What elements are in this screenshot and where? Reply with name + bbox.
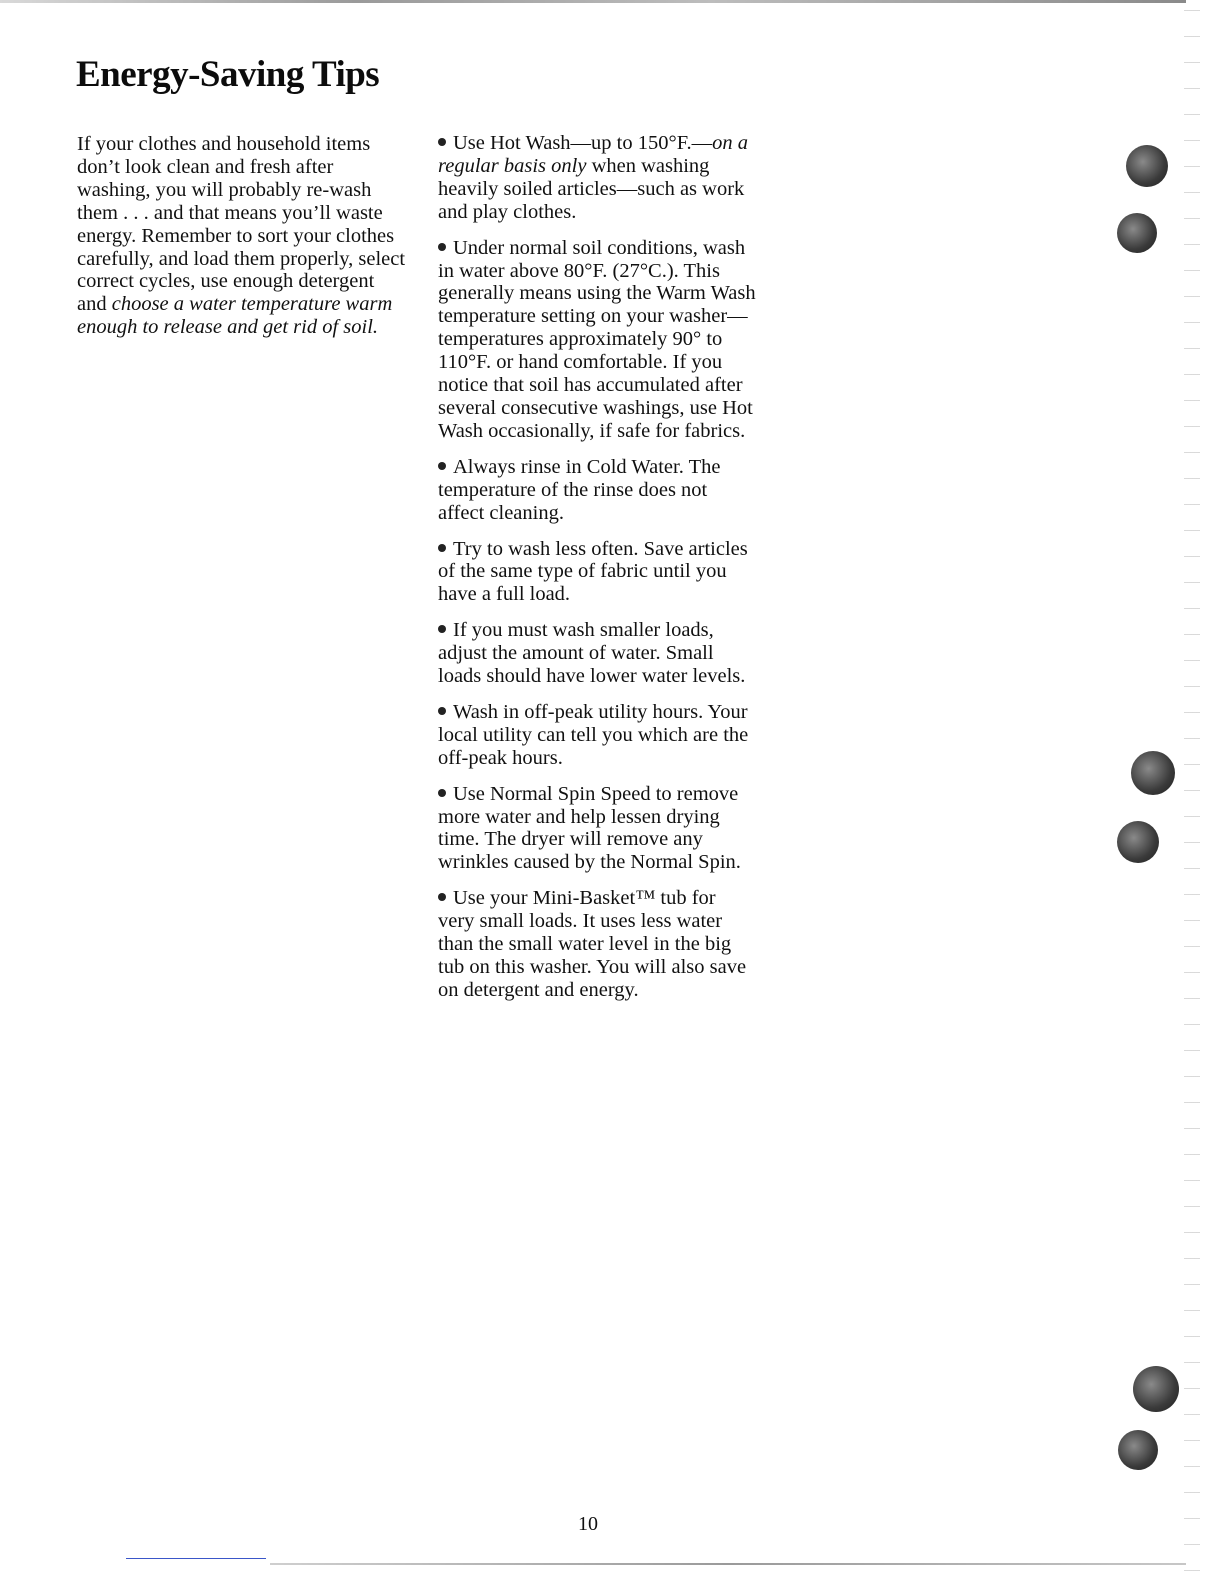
binder-hole-icon (1126, 145, 1168, 187)
tip-text: Try to wash less often. Save articles of the same type of fabric until you have a full load. (438, 537, 748, 606)
intro-text: If your clothes and household items don’t look clean and fresh after washing, you will probably re-wash them . . . and that means you’ll waste energy. Remember to sort your clothes carefully, and load them properly, select correct cycles, use enough detergent and (77, 133, 406, 316)
binder-hole-icon (1133, 1366, 1179, 1412)
bullet-icon (438, 138, 446, 146)
tip-off-peak (438, 701, 756, 770)
tip-text: Wash in off-peak utility hours. Your local utility can tell you which are the off-peak hours. (438, 700, 749, 769)
bullet-icon (438, 462, 446, 470)
page-title: Energy-Saving Tips (76, 54, 380, 95)
tip-wash-less-often (438, 538, 756, 607)
binder-hole-icon (1118, 1430, 1158, 1470)
top-scan-rule (0, 0, 1186, 3)
tip-normal-spin (438, 783, 756, 875)
bullet-icon (438, 625, 446, 633)
page-number: 10 (578, 1513, 598, 1535)
tip-normal-soil (438, 237, 756, 443)
bullet-icon (438, 243, 446, 251)
binder-hole-icon (1117, 821, 1159, 863)
tip-text: Use Hot Wash—up to 150°F.— (453, 132, 713, 154)
tip-text-after: when washing heavily soiled articles—such as work and play clothes. (438, 154, 745, 223)
intro-paragraph (77, 133, 407, 339)
bullet-icon (438, 893, 446, 901)
tip-text: If you must wash smaller loads, adjust the amount of water. Small loads should have lower water levels. (438, 619, 746, 688)
tip-text: Use your Mini-Basket™ tub for very small loads. It uses less water than the small water level in the big tub on this washer. You will also save on detergent and energy. (438, 887, 747, 1001)
tips-list (438, 132, 756, 1015)
tip-cold-rinse (438, 456, 756, 525)
bullet-icon (438, 544, 446, 552)
tip-emphasis: on a regular basis only (438, 132, 748, 177)
intro-emphasis: choose a water temperature warm enough to release and get rid of soil. (77, 293, 393, 339)
binder-hole-icon (1117, 213, 1157, 253)
binder-hole-icon (1131, 751, 1175, 795)
bottom-scan-rule (270, 1563, 1186, 1565)
scan-edge-marks (1184, 0, 1200, 1584)
bottom-blue-line (126, 1558, 266, 1559)
tip-text: Use Normal Spin Speed to remove more water and help lessen drying time. The dryer will remove any wrinkles caused by the Normal Spin. (438, 782, 741, 874)
tip-mini-basket (438, 887, 756, 1002)
bullet-icon (438, 789, 446, 797)
tip-smaller-loads (438, 619, 756, 688)
tip-text: Under normal soil conditions, wash in water above 80°F. (27°C.). This generally means using the Warm Wash temperature setting on your washer—temperatures approximately 90° to 110°F. or hand comfortable. If you notice that soil has accumulated after several consecutive washings, use Hot Wash occasionally, if safe for fabrics. (438, 236, 756, 442)
tip-hot-wash (438, 132, 756, 224)
tip-text: Always rinse in Cold Water. The temperature of the rinse does not affect cleaning. (438, 455, 721, 524)
bullet-icon (438, 707, 446, 715)
